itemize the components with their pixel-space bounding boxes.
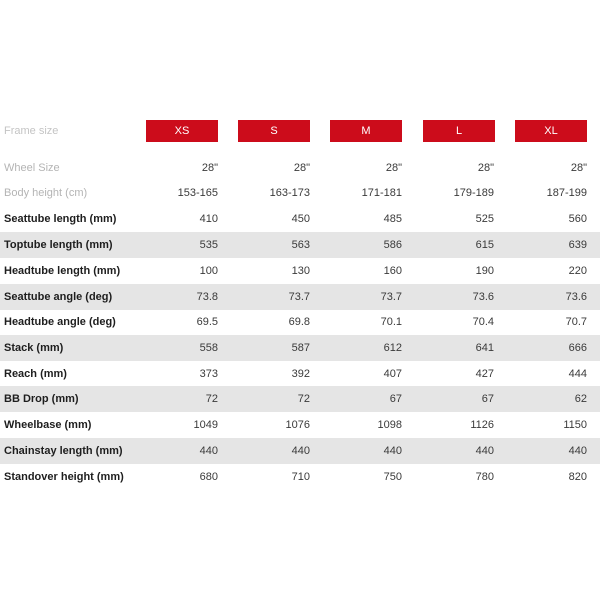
table-cell-xl: 666 bbox=[568, 342, 587, 354]
row-label: Headtube angle (deg) bbox=[4, 316, 116, 328]
table-cell-s: 1076 bbox=[285, 419, 310, 431]
table-row bbox=[0, 232, 600, 258]
table-row bbox=[0, 361, 600, 387]
table-cell-s: 587 bbox=[291, 342, 310, 354]
table-cell-s: 392 bbox=[291, 368, 310, 380]
table-cell-xs: 100 bbox=[199, 265, 218, 277]
table-cell-xs: 1049 bbox=[193, 419, 218, 431]
row-label: Wheel Size bbox=[4, 162, 60, 174]
table-cell-l: 1126 bbox=[470, 419, 494, 431]
row-label: Seattube angle (deg) bbox=[4, 291, 113, 303]
table-cell-xl: 639 bbox=[568, 239, 587, 251]
row-label: Chainstay length (mm) bbox=[4, 445, 123, 457]
row-label: Wheelbase (mm) bbox=[4, 419, 92, 431]
table-cell-s: 130 bbox=[291, 265, 310, 277]
table-cell-l: 615 bbox=[475, 239, 494, 251]
table-cell-m: 171-181 bbox=[361, 187, 402, 199]
table-cell-l: 73.6 bbox=[472, 291, 494, 303]
table-cell-l: 70.4 bbox=[472, 316, 494, 328]
table-cell-s: 73.7 bbox=[288, 291, 310, 303]
table-cell-s: 563 bbox=[291, 239, 310, 251]
table-row bbox=[0, 206, 600, 232]
size-tab-l: L bbox=[423, 120, 495, 142]
table-cell-xl: 28" bbox=[570, 162, 587, 174]
table-cell-m: 160 bbox=[383, 265, 402, 277]
table-cell-s: 72 bbox=[297, 393, 310, 405]
size-tab-xs: XS bbox=[146, 120, 218, 142]
table-cell-xl: 62 bbox=[574, 393, 587, 405]
table-row bbox=[0, 309, 600, 335]
table-row bbox=[0, 155, 600, 181]
table-cell-xl: 70.7 bbox=[565, 316, 587, 328]
table-cell-s: 69.8 bbox=[288, 316, 310, 328]
table-cell-xs: 440 bbox=[199, 445, 218, 457]
table-cell-l: 28" bbox=[477, 162, 494, 174]
table-cell-xl: 820 bbox=[568, 471, 587, 483]
table-cell-xs: 680 bbox=[199, 471, 218, 483]
table-cell-l: 427 bbox=[475, 368, 494, 380]
table-cell-l: 190 bbox=[475, 265, 494, 277]
table-cell-xs: 373 bbox=[199, 368, 218, 380]
table-cell-s: 163-173 bbox=[269, 187, 310, 199]
table-cell-xl: 187-199 bbox=[546, 187, 587, 199]
table-row bbox=[0, 412, 600, 438]
table-cell-m: 586 bbox=[383, 239, 402, 251]
table-cell-l: 179-189 bbox=[453, 187, 494, 199]
table-cell-m: 70.1 bbox=[380, 316, 402, 328]
row-label: Standover height (mm) bbox=[4, 471, 124, 483]
row-label: Toptube length (mm) bbox=[4, 239, 113, 251]
table-cell-m: 612 bbox=[383, 342, 402, 354]
table-cell-m: 73.7 bbox=[380, 291, 402, 303]
table-row bbox=[0, 180, 600, 206]
size-tab-s: S bbox=[238, 120, 310, 142]
table-cell-xs: 73.8 bbox=[196, 291, 218, 303]
table-cell-xs: 535 bbox=[199, 239, 218, 251]
row-label: Stack (mm) bbox=[4, 342, 64, 354]
frame-size-label: Frame size bbox=[4, 125, 59, 137]
table-cell-xs: 72 bbox=[205, 393, 218, 405]
table-row bbox=[0, 386, 600, 412]
row-label: Body height (cm) bbox=[4, 187, 88, 199]
table-cell-s: 28" bbox=[293, 162, 310, 174]
table-cell-xs: 153-165 bbox=[177, 187, 218, 199]
table-cell-xl: 1150 bbox=[563, 419, 587, 431]
table-cell-m: 67 bbox=[389, 393, 402, 405]
table-cell-l: 440 bbox=[475, 445, 494, 457]
table-cell-xs: 69.5 bbox=[196, 316, 218, 328]
table-cell-xs: 558 bbox=[199, 342, 218, 354]
table-cell-s: 450 bbox=[291, 213, 310, 225]
table-cell-m: 750 bbox=[383, 471, 402, 483]
row-label: BB Drop (mm) bbox=[4, 393, 79, 405]
table-cell-m: 440 bbox=[383, 445, 402, 457]
table-cell-m: 1098 bbox=[377, 419, 402, 431]
row-label: Seattube length (mm) bbox=[4, 213, 117, 225]
table-cell-l: 525 bbox=[475, 213, 494, 225]
table-row bbox=[0, 258, 600, 284]
table-row bbox=[0, 335, 600, 361]
table-cell-xl: 440 bbox=[568, 445, 587, 457]
table-cell-xl: 444 bbox=[568, 368, 587, 380]
table-cell-xs: 28" bbox=[201, 162, 218, 174]
table-cell-xs: 410 bbox=[199, 213, 218, 225]
table-cell-m: 485 bbox=[383, 213, 402, 225]
table-cell-xl: 560 bbox=[568, 213, 587, 225]
table-row bbox=[0, 284, 600, 310]
table-cell-s: 440 bbox=[291, 445, 310, 457]
table-cell-xl: 73.6 bbox=[565, 291, 587, 303]
row-label: Reach (mm) bbox=[4, 368, 67, 380]
table-row bbox=[0, 438, 600, 464]
table-row bbox=[0, 464, 600, 490]
table-cell-s: 710 bbox=[291, 471, 310, 483]
table-cell-m: 407 bbox=[383, 368, 402, 380]
table-cell-xl: 220 bbox=[568, 265, 587, 277]
table-cell-l: 67 bbox=[481, 393, 494, 405]
size-tab-xl: XL bbox=[515, 120, 587, 142]
table-cell-l: 780 bbox=[475, 471, 494, 483]
row-label: Headtube length (mm) bbox=[4, 265, 121, 277]
size-tab-m: M bbox=[330, 120, 402, 142]
table-cell-l: 641 bbox=[475, 342, 494, 354]
table-cell-m: 28" bbox=[385, 162, 402, 174]
